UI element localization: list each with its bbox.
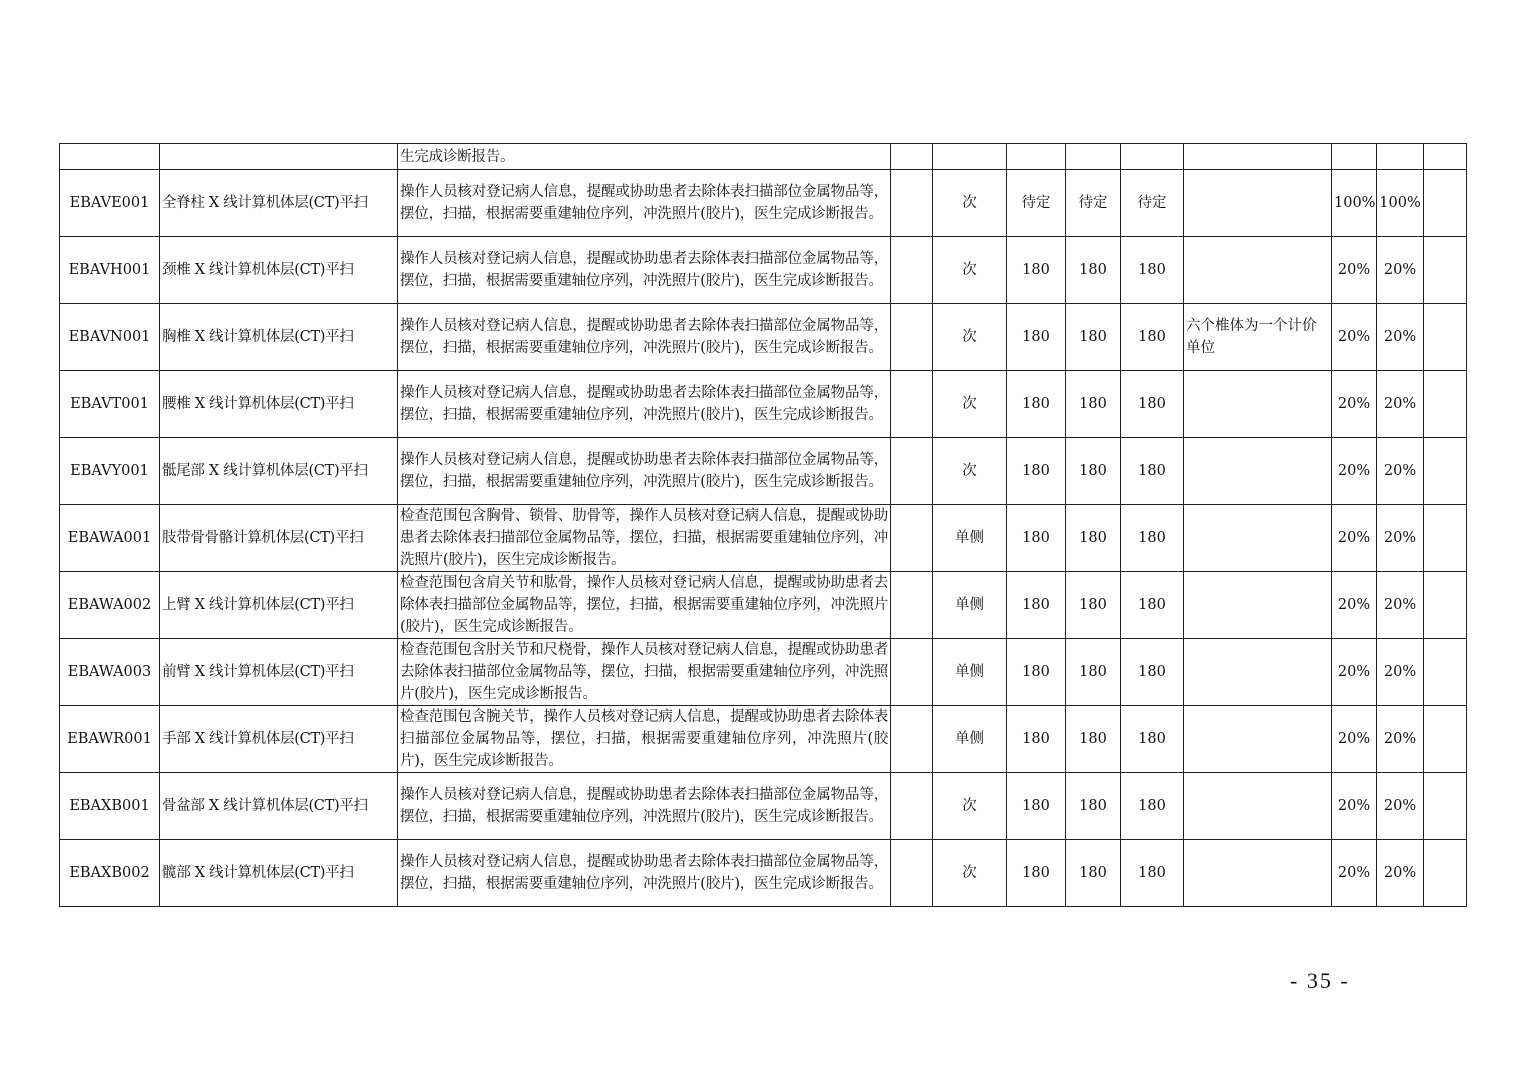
table-row — [60, 773, 1467, 840]
table-row — [60, 572, 1467, 639]
code-cell: EBAWA003 — [60, 639, 160, 706]
content-cell: 检查范围包含腕关节，操作人员核对登记病人信息，提醒或协助患者去除体表扫描部位金属物品等，摆位，扫描，根据需要重建轴位序列，冲洗照片(胶片)，医生完成诊断报告。 — [398, 706, 891, 773]
empty-cell — [891, 237, 933, 304]
price-cell: 180 — [1007, 706, 1066, 773]
note-cell — [1184, 773, 1332, 840]
unit-cell — [933, 144, 1007, 170]
table-row-continued — [60, 144, 1467, 170]
unit-cell: 次 — [933, 840, 1007, 907]
empty-cell — [1424, 639, 1467, 706]
table-row — [60, 304, 1467, 371]
empty-cell — [1424, 371, 1467, 438]
price-cell: 180 — [1007, 572, 1066, 639]
empty-cell — [1424, 572, 1467, 639]
name-cell — [160, 144, 398, 170]
percent-cell: 20% — [1377, 237, 1424, 304]
content-cell: 操作人员核对登记病人信息，提醒或协助患者去除体表扫描部位金属物品等，摆位，扫描，根据需要重建轴位序列，冲洗照片(胶片)，医生完成诊断报告。 — [398, 438, 891, 505]
empty-cell — [891, 505, 933, 572]
price-cell: 180 — [1066, 371, 1121, 438]
empty-cell — [1424, 773, 1467, 840]
unit-cell: 单侧 — [933, 505, 1007, 572]
content-cell: 检查范围包含肩关节和肱骨，操作人员核对登记病人信息，提醒或协助患者去除体表扫描部位金属物品等，摆位，扫描，根据需要重建轴位序列，冲洗照片(胶片)，医生完成诊断报告。 — [398, 572, 891, 639]
percent-cell: 20% — [1377, 706, 1424, 773]
name-cell: 髋部 X 线计算机体层(CT)平扫 — [160, 840, 398, 907]
percent-cell: 20% — [1377, 371, 1424, 438]
price-cell: 180 — [1121, 639, 1184, 706]
price-cell: 180 — [1007, 773, 1066, 840]
note-cell — [1184, 572, 1332, 639]
code-cell: EBAVT001 — [60, 371, 160, 438]
price-cell: 180 — [1007, 304, 1066, 371]
table-row — [60, 706, 1467, 773]
name-cell: 上臂 X 线计算机体层(CT)平扫 — [160, 572, 398, 639]
price-cell: 180 — [1066, 706, 1121, 773]
empty-cell — [891, 840, 933, 907]
price-cell: 待定 — [1066, 170, 1121, 237]
code-cell: EBAVH001 — [60, 237, 160, 304]
percent-cell: 20% — [1332, 840, 1377, 907]
unit-cell: 单侧 — [933, 639, 1007, 706]
price-cell: 180 — [1066, 438, 1121, 505]
note-cell — [1184, 706, 1332, 773]
percent-cell: 20% — [1332, 773, 1377, 840]
percent-cell — [1332, 144, 1377, 170]
percent-cell: 20% — [1332, 438, 1377, 505]
unit-cell: 单侧 — [933, 706, 1007, 773]
percent-cell: 20% — [1332, 505, 1377, 572]
price-cell — [1121, 144, 1184, 170]
price-cell: 180 — [1007, 840, 1066, 907]
empty-cell — [891, 438, 933, 505]
name-cell: 肢带骨骨骼计算机体层(CT)平扫 — [160, 505, 398, 572]
table-row — [60, 840, 1467, 907]
price-cell: 180 — [1007, 371, 1066, 438]
empty-cell — [1424, 505, 1467, 572]
name-cell: 腰椎 X 线计算机体层(CT)平扫 — [160, 371, 398, 438]
table-row — [60, 237, 1467, 304]
empty-cell — [891, 371, 933, 438]
content-cell: 操作人员核对登记病人信息，提醒或协助患者去除体表扫描部位金属物品等，摆位，扫描，根据需要重建轴位序列，冲洗照片(胶片)，医生完成诊断报告。 — [398, 237, 891, 304]
table-row — [60, 505, 1467, 572]
empty-cell — [1424, 840, 1467, 907]
note-cell — [1184, 170, 1332, 237]
price-cell: 180 — [1066, 840, 1121, 907]
empty-cell — [891, 170, 933, 237]
empty-cell — [891, 773, 933, 840]
price-cell: 180 — [1121, 840, 1184, 907]
price-cell: 180 — [1121, 505, 1184, 572]
price-cell: 180 — [1121, 773, 1184, 840]
code-cell: EBAVY001 — [60, 438, 160, 505]
percent-cell: 20% — [1377, 304, 1424, 371]
unit-cell: 次 — [933, 773, 1007, 840]
content-cell: 操作人员核对登记病人信息，提醒或协助患者去除体表扫描部位金属物品等，摆位，扫描，根据需要重建轴位序列，冲洗照片(胶片)，医生完成诊断报告。 — [398, 170, 891, 237]
price-cell: 180 — [1066, 572, 1121, 639]
empty-cell — [891, 144, 933, 170]
price-cell: 180 — [1007, 639, 1066, 706]
content-cell: 生完成诊断报告。 — [398, 144, 891, 170]
page-number: - 35 - — [1290, 968, 1350, 993]
note-cell — [1184, 639, 1332, 706]
price-cell: 180 — [1121, 572, 1184, 639]
code-cell: EBAXB002 — [60, 840, 160, 907]
table-row — [60, 438, 1467, 505]
name-cell: 全脊柱 X 线计算机体层(CT)平扫 — [160, 170, 398, 237]
name-cell: 颈椎 X 线计算机体层(CT)平扫 — [160, 237, 398, 304]
percent-cell: 20% — [1332, 371, 1377, 438]
code-cell: EBAVN001 — [60, 304, 160, 371]
note-cell — [1184, 237, 1332, 304]
price-cell: 待定 — [1007, 170, 1066, 237]
price-cell: 待定 — [1121, 170, 1184, 237]
unit-cell: 次 — [933, 438, 1007, 505]
empty-cell — [891, 706, 933, 773]
price-cell: 180 — [1066, 304, 1121, 371]
name-cell: 前臂 X 线计算机体层(CT)平扫 — [160, 639, 398, 706]
unit-cell: 次 — [933, 237, 1007, 304]
unit-cell: 次 — [933, 304, 1007, 371]
code-cell: EBAWA002 — [60, 572, 160, 639]
empty-cell — [1424, 144, 1467, 170]
empty-cell — [1424, 170, 1467, 237]
code-cell: EBAWR001 — [60, 706, 160, 773]
unit-cell: 单侧 — [933, 572, 1007, 639]
empty-cell — [1424, 706, 1467, 773]
empty-cell — [1424, 438, 1467, 505]
table-row — [60, 170, 1467, 237]
percent-cell: 20% — [1377, 840, 1424, 907]
percent-cell: 20% — [1377, 505, 1424, 572]
percent-cell: 20% — [1332, 572, 1377, 639]
percent-cell: 100% — [1377, 170, 1424, 237]
price-cell: 180 — [1121, 438, 1184, 505]
percent-cell: 20% — [1377, 572, 1424, 639]
price-cell — [1066, 144, 1121, 170]
empty-cell — [891, 572, 933, 639]
empty-cell — [891, 304, 933, 371]
price-cell: 180 — [1066, 505, 1121, 572]
note-cell — [1184, 144, 1332, 170]
content-cell: 检查范围包含胸骨、锁骨、肋骨等，操作人员核对登记病人信息，提醒或协助患者去除体表扫描部位金属物品等，摆位，扫描，根据需要重建轴位序列，冲洗照片(胶片)，医生完成诊断报告。 — [398, 505, 891, 572]
note-cell — [1184, 505, 1332, 572]
note-cell: 六个椎体为一个计价单位 — [1184, 304, 1332, 371]
content-cell: 检查范围包含肘关节和尺桡骨，操作人员核对登记病人信息，提醒或协助患者去除体表扫描部位金属物品等，摆位，扫描，根据需要重建轴位序列，冲洗照片(胶片)，医生完成诊断报告。 — [398, 639, 891, 706]
content-cell: 操作人员核对登记病人信息，提醒或协助患者去除体表扫描部位金属物品等，摆位，扫描，根据需要重建轴位序列，冲洗照片(胶片)，医生完成诊断报告。 — [398, 371, 891, 438]
name-cell: 手部 X 线计算机体层(CT)平扫 — [160, 706, 398, 773]
percent-cell: 20% — [1332, 304, 1377, 371]
price-cell — [1007, 144, 1066, 170]
pricing-table — [59, 143, 1467, 907]
unit-cell: 次 — [933, 371, 1007, 438]
price-cell: 180 — [1007, 438, 1066, 505]
name-cell: 骨盆部 X 线计算机体层(CT)平扫 — [160, 773, 398, 840]
percent-cell: 20% — [1377, 773, 1424, 840]
content-cell: 操作人员核对登记病人信息，提醒或协助患者去除体表扫描部位金属物品等，摆位，扫描，根据需要重建轴位序列，冲洗照片(胶片)，医生完成诊断报告。 — [398, 840, 891, 907]
price-cell: 180 — [1066, 237, 1121, 304]
content-cell: 操作人员核对登记病人信息，提醒或协助患者去除体表扫描部位金属物品等，摆位，扫描，根据需要重建轴位序列，冲洗照片(胶片)，医生完成诊断报告。 — [398, 304, 891, 371]
name-cell: 胸椎 X 线计算机体层(CT)平扫 — [160, 304, 398, 371]
unit-cell: 次 — [933, 170, 1007, 237]
percent-cell: 20% — [1377, 438, 1424, 505]
note-cell — [1184, 438, 1332, 505]
empty-cell — [1424, 304, 1467, 371]
price-cell: 180 — [1121, 304, 1184, 371]
price-cell: 180 — [1121, 371, 1184, 438]
code-cell: EBAWA001 — [60, 505, 160, 572]
percent-cell: 20% — [1332, 706, 1377, 773]
percent-cell: 20% — [1377, 639, 1424, 706]
empty-cell — [891, 639, 933, 706]
percent-cell: 100% — [1332, 170, 1377, 237]
table-row — [60, 371, 1467, 438]
table-row — [60, 639, 1467, 706]
price-cell: 180 — [1121, 706, 1184, 773]
note-cell — [1184, 371, 1332, 438]
code-cell: EBAXB001 — [60, 773, 160, 840]
price-cell: 180 — [1007, 505, 1066, 572]
note-cell — [1184, 840, 1332, 907]
price-cell: 180 — [1066, 639, 1121, 706]
code-cell: EBAVE001 — [60, 170, 160, 237]
code-cell — [60, 144, 160, 170]
percent-cell: 20% — [1332, 639, 1377, 706]
price-cell: 180 — [1066, 773, 1121, 840]
percent-cell: 20% — [1332, 237, 1377, 304]
content-cell: 操作人员核对登记病人信息，提醒或协助患者去除体表扫描部位金属物品等，摆位，扫描，根据需要重建轴位序列，冲洗照片(胶片)，医生完成诊断报告。 — [398, 773, 891, 840]
empty-cell — [1424, 237, 1467, 304]
price-cell: 180 — [1007, 237, 1066, 304]
name-cell: 骶尾部 X 线计算机体层(CT)平扫 — [160, 438, 398, 505]
price-cell: 180 — [1121, 237, 1184, 304]
percent-cell — [1377, 144, 1424, 170]
